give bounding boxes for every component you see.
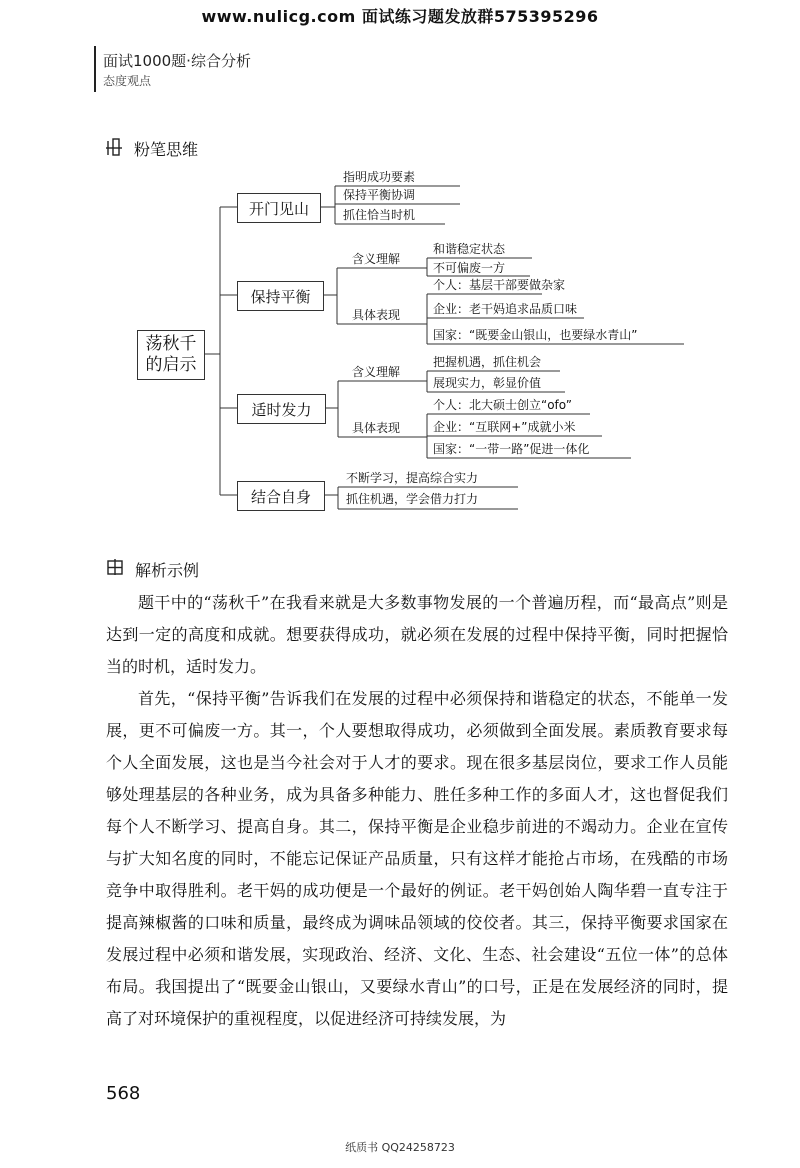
mindmap-sub-examples: 具体表现 [352,308,401,322]
book-title: 面试1000题·综合分析 [103,52,251,70]
mindmap-leaf: 抓住恰当时机 [343,208,416,222]
mindmap-leaf: 展现实力，彰显价值 [433,376,542,390]
mindmap-leaf: 不可偏废一方 [433,261,506,275]
mindmap-branch-3: 适时发力 [237,394,326,424]
mindmap-leaf: 个人：基层干部要做杂家 [433,278,566,292]
section-mindmap-title: 粉笔思维 [134,140,199,159]
mindmap-leaf: 指明成功要素 [343,170,416,184]
mindmap-leaf: 企业：“互联网+”成就小米 [433,420,576,434]
analysis-paragraph-1: 题干中的“荡秋千”在我看来就是大多数事物发展的一个普遍历程，而“最高点”则是达到一定的高度和成就。想要获得成功，就必须在发展的过程中保持平衡，同时把握恰当的时机，适时发力。 [106,593,728,676]
mindmap-branch-1: 开门见山 [237,193,321,223]
mindmap-leaf: 不断学习，提高综合实力 [346,471,479,485]
footer-note: 纸质书 QQ24258723 [345,1141,455,1154]
mindmap-branch-4: 结合自身 [237,481,325,511]
mindmap-leaf: 国家：“既要金山银山，也要绿水青山” [433,328,638,342]
mindmap-leaf: 和谐稳定状态 [433,242,506,256]
mindmap-leaf: 个人：北大硕士创立“ofo” [433,398,572,412]
mindmap-sub-examples: 具体表现 [352,421,401,435]
mindmap-leaf: 国家：“一带一路”促进一体化 [433,442,590,456]
mindmap-leaf: 保持平衡协调 [343,188,416,202]
book-subtitle: 态度观点 [103,74,152,88]
section-analysis-title: 解析示例 [135,561,200,580]
mindmap-leaf: 把握机遇，抓住机会 [433,355,542,369]
analysis-paragraph-2: 首先，“保持平衡”告诉我们在发展的过程中必须保持和谐稳定的状态，不能单一发展，更不可偏废一方。其一，个人要想取得成功，必须做到全面发展。素质教育要求每个人全面发展，这也是当今社会对于人才的要求。现在很多基层岗位，要求工作人员能够处理基层的各种业务，成为具备多种能力、胜任多种工作的多面人才，这也督促我们每个人不断学习、提高自身。其二，保持平衡是企业稳步前进的不竭动力。企业在宣传与扩大知名度的同时，不能忘记保证产品质量，只有这样才能抢占市场，在残酷的市场竞争中取得胜利。老干妈的成功便是一个最好的例证。老干妈创始人陶华碧一直专注于提高辣椒酱的口味和质量，最终成为调味品领域的佼佼者。其三，保持平衡要求国家在发展过程中必须和谐发展，实现政治、经济、文化、生态、社会建设“五位一体”的总体布局。我国提出了“既要金山银山，又要绿水青山”的口号，正是在发展经济的同时，提高了对环境保护的重视程度，以促进经济可持续发展，为 [106,689,728,1028]
mindmap-leaf: 企业：老干妈追求品质口味 [433,302,578,316]
mindmap-sub-meaning: 含义理解 [352,365,401,379]
mindmap-sub-meaning: 含义理解 [352,252,401,266]
watermark-banner: www.nulicg.com 面试练习题发放群575395296 [201,7,599,26]
mindmap-leaf: 抓住机遇，学会借力打力 [346,492,479,506]
mindmap-root-line-2: 的启示 [145,355,197,375]
mindmap-root [137,330,205,380]
page-number: 568 [106,1083,141,1104]
mindmap-branch-2: 保持平衡 [237,281,324,311]
section-analysis-icon [107,558,123,576]
mindmap-root-line-1: 荡秋千 [145,334,197,354]
